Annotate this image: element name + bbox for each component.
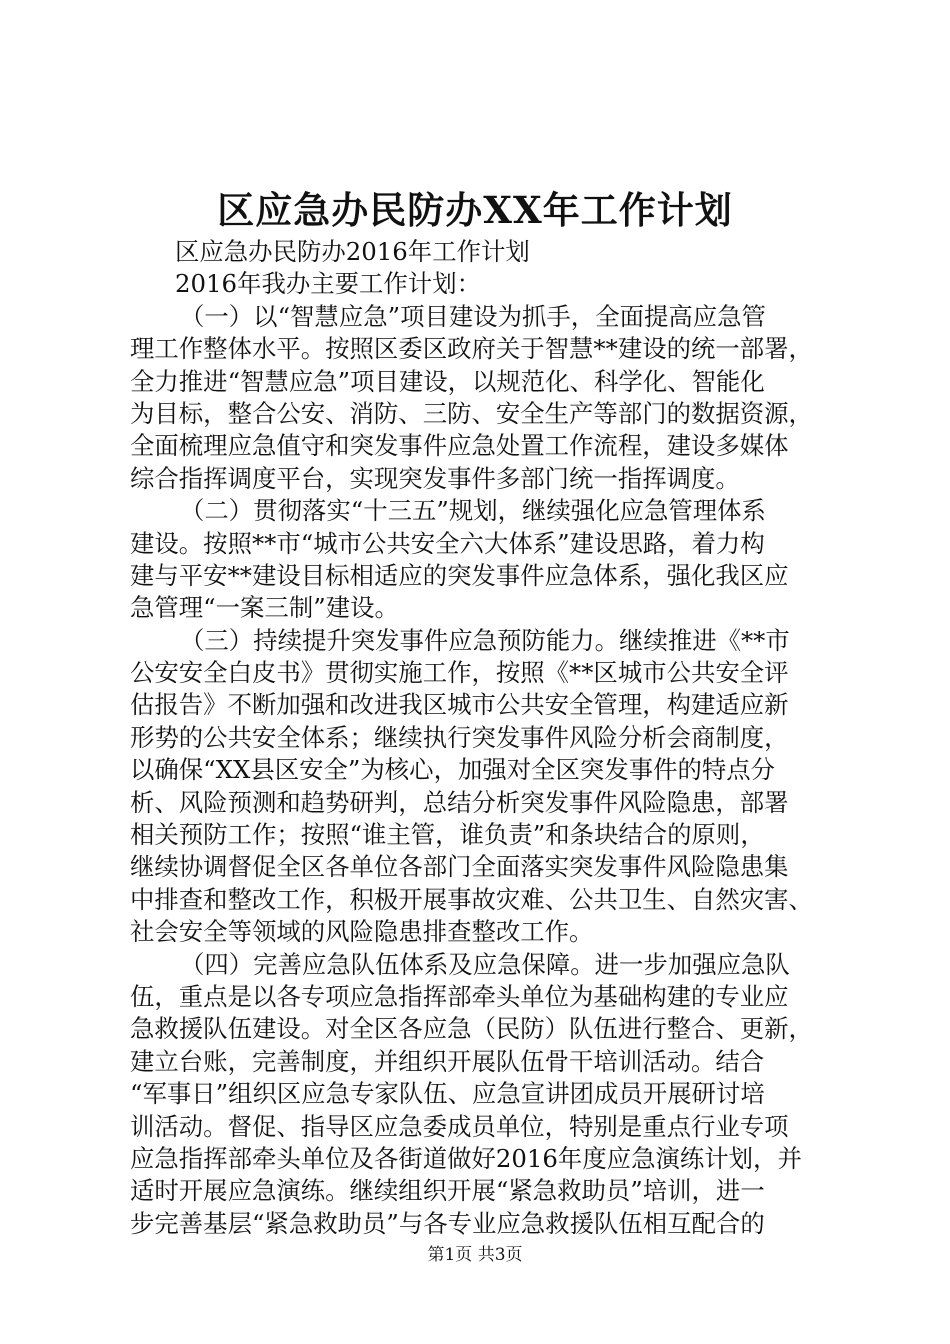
paragraph-line: 估报告》不断加强和改进我区城市公共安全管理，构建适应新 — [130, 690, 789, 720]
document-body — [130, 236, 832, 1240]
doc-subtitle-line: 区应急办民防办2016年工作计划 — [175, 237, 530, 266]
paragraph-line: 应急指挥部牵头单位及各街道做好2016年度应急演练计划，并 — [130, 1143, 802, 1173]
paragraph-line: 全力推进“智慧应急”项目建设，以规范化、科学化、智能化 — [130, 366, 765, 396]
paragraph-line: （一）以“智慧应急”项目建设为抓手，全面提高应急管 — [180, 301, 766, 331]
paragraph-line: 训活动。督促、指导区应急委成员单位，特别是重点行业专项 — [130, 1111, 789, 1141]
paragraph-line: 为目标，整合公安、消防、三防、安全生产等部门的数据资源， — [130, 398, 813, 428]
paragraph-line: 公安安全白皮书》贯彻实施工作，按照《**区城市公共安全评 — [130, 658, 789, 688]
paragraph-line: 建设。按照**市“城市公共安全六大体系”建设思路，着力构 — [130, 528, 765, 558]
paragraph-line: 中排查和整改工作，积极开展事故灾难、公共卫生、自然灾害、 — [130, 884, 813, 914]
paragraph-line: 继续协调督促全区各单位各部门全面落实突发事件风险隐患集 — [130, 852, 789, 882]
paragraph-line: 伍，重点是以各专项应急指挥部牵头单位为基础构建的专业应 — [130, 981, 789, 1011]
paragraph-line: 形势的公共安全体系；继续执行突发事件风险分析会商制度， — [130, 722, 789, 752]
paragraph-line: （三）持续提升突发事件应急预防能力。继续推进《**市 — [180, 625, 790, 655]
page-title: 区应急办民防办XX年工作计划 — [217, 188, 733, 232]
paragraph-line: 建与平安**建设目标相适应的突发事件应急体系，强化我区应 — [130, 560, 789, 590]
paragraph-line: 步完善基层“紧急救助员”与各专业应急救援队伍相互配合的 — [130, 1208, 765, 1238]
paragraph-line: 急管理“一案三制”建设。 — [130, 593, 399, 623]
paragraph-line: （四）完善应急队伍体系及应急保障。进一步加强应急队 — [180, 949, 790, 979]
paragraph-line: 综合指挥调度平台，实现突发事件多部门统一指挥调度。 — [130, 463, 740, 493]
paragraph-line: 以确保“XX县区安全”为核心，加强对全区突发事件的特点分 — [130, 755, 776, 785]
paragraph-line: （二）贯彻落实“十三五”规划，继续强化应急管理体系 — [180, 496, 766, 526]
paragraph-line: 相关预防工作；按照“谁主管，谁负责”和条块结合的原则， — [130, 820, 765, 850]
paragraph-line: 析、风险预测和趋势研判，总结分析突发事件风险隐患，部署 — [130, 787, 789, 817]
paragraph-line: 建立台账，完善制度，并组织开展队伍骨干培训活动。结合 — [130, 1046, 765, 1076]
paragraph-line: 社会安全等领域的风险隐患排查整改工作。 — [130, 917, 594, 947]
paragraph-line: 适时开展应急演练。继续组织开展“紧急救助员”培训，进一 — [130, 1176, 765, 1206]
page-number-footer: 第1页 共3页 — [427, 1245, 523, 1265]
paragraph-line: 急救援队伍建设。对全区各应急（民防）队伍进行整合、更新， — [130, 1014, 813, 1044]
paragraph-line: 理工作整体水平。按照区委区政府关于智慧**建设的统一部署， — [130, 334, 813, 364]
intro-line: 2016年我办主要工作计划： — [175, 269, 481, 299]
paragraph-line: “军事日”组织区应急专家队伍、应急宣讲团成员开展研讨培 — [130, 1079, 765, 1109]
paragraph-line: 全面梳理应急值守和突发事件应急处置工作流程，建设多媒体 — [130, 431, 789, 461]
